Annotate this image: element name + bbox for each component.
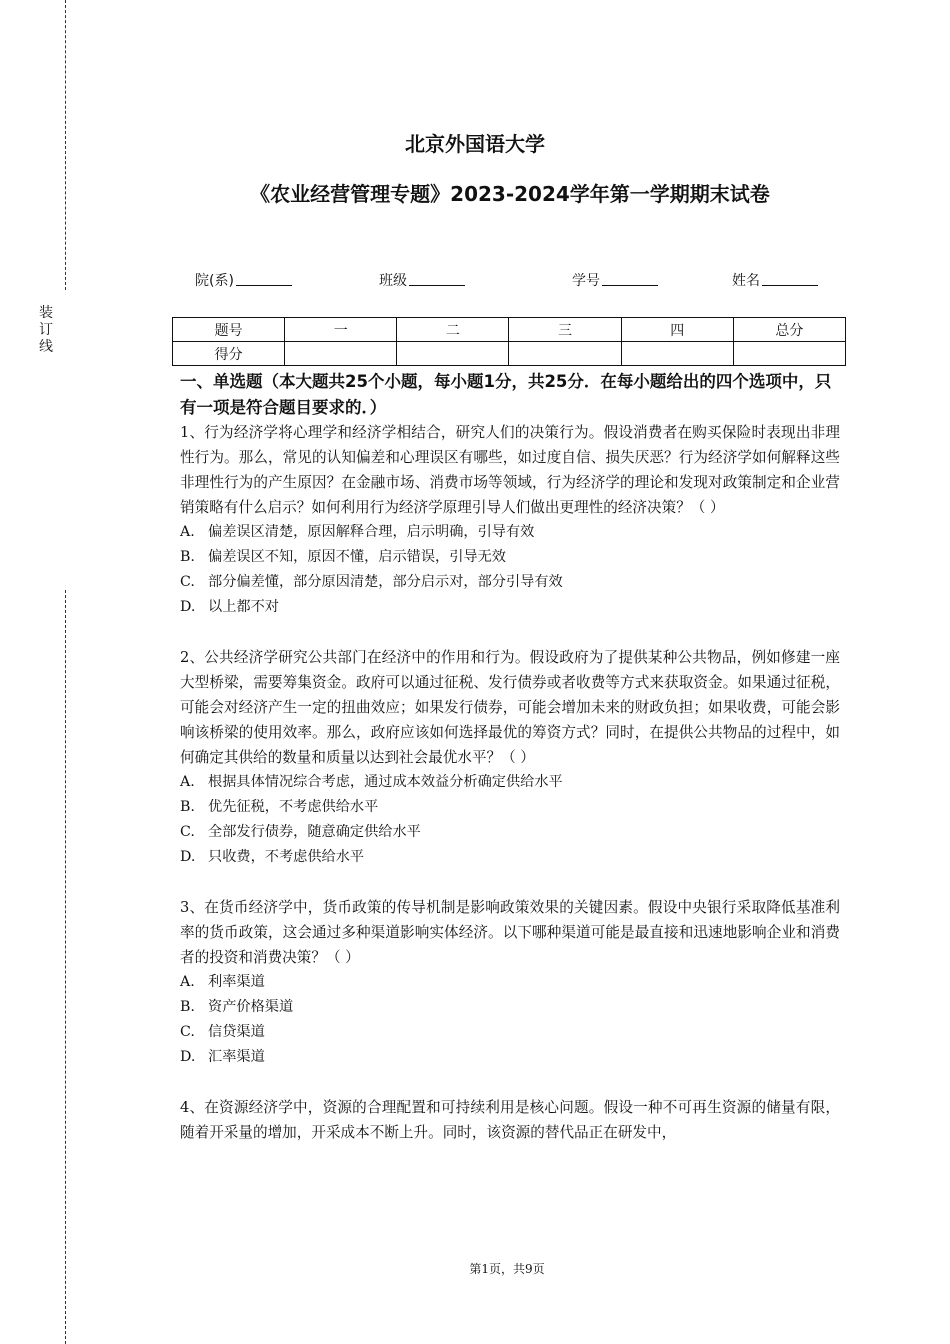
binding-line-bottom [65,590,66,1344]
option-text: 只收费，不考虑供给水平 [208,849,365,865]
info-blank[interactable] [409,271,465,286]
question-option[interactable] [180,795,840,820]
question-stem: 4、在资源经济学中，资源的合理配置和可持续利用是核心问题。假设一种不可再生资源的储量有限，随着开采量的增加，开采成本不断上升。同时，该资源的替代品正在研发中， [180,1099,840,1141]
section-title: 一、单选题（本大题共25个小题，每小题1分，共25分．在每小题给出的四个选项中，只有一项是符合题目要求的．） [180,372,832,417]
score-cell[interactable] [621,342,733,366]
question-option[interactable] [180,770,840,795]
exam-title: 《农业经营管理专题》2023-2024学年第一学期期末试卷 [250,182,770,206]
option-letter: B. [180,799,195,815]
question-2 [180,645,840,870]
school-title: 北京外国语大学 [405,132,545,156]
question-option[interactable] [180,1045,840,1070]
score-table [172,317,846,366]
score-cell[interactable] [285,342,397,366]
score-table-column: 二 [397,318,509,342]
option-text: 偏差误区不知，原因不懂，启示错误，引导无效 [208,549,506,565]
option-letter: C. [180,824,195,840]
option-text: 根据具体情况综合考虑，通过成本效益分析确定供给水平 [208,774,563,790]
score-cell[interactable] [733,342,845,366]
option-text: 偏差误区清楚，原因解释合理，启示明确，引导有效 [208,524,535,540]
info-blank[interactable] [236,271,292,286]
score-table-column: 四 [621,318,733,342]
score-table-column: 一 [285,318,397,342]
question-option[interactable] [180,595,840,620]
option-letter: D. [180,599,196,615]
score-cell[interactable] [397,342,509,366]
info-label: 姓名 [732,273,760,289]
option-text: 全部发行债券，随意确定供给水平 [208,824,421,840]
question-spacer [180,1070,840,1095]
info-field-student-id [572,270,658,290]
option-letter: B. [180,549,195,565]
option-text: 部分偏差懂，部分原因清楚，部分启示对，部分引导有效 [208,574,563,590]
option-letter: A. [180,524,195,540]
info-label: 院(系) [195,273,234,289]
option-text: 优先征税，不考虑供给水平 [208,799,379,815]
question-1 [180,420,840,620]
question-option[interactable] [180,845,840,870]
info-blank[interactable] [602,271,658,286]
info-label: 班级 [379,273,407,289]
score-cell[interactable] [509,342,621,366]
option-letter: B. [180,999,195,1015]
binding-char: 订 [39,322,53,338]
score-table-column: 三 [509,318,621,342]
question-4 [180,1095,840,1145]
question-option[interactable] [180,520,840,545]
score-table-header-label: 题号 [173,318,285,342]
score-table-column: 总分 [733,318,845,342]
score-table-row-label: 得分 [173,342,285,366]
question-option[interactable] [180,995,840,1020]
question-option[interactable] [180,820,840,845]
question-spacer [180,620,840,645]
question-stem: 3、在货币经济学中，货币政策的传导机制是影响政策效果的关键因素。假设中央银行采取降低基准利率的货币政策，这会通过多种渠道影响实体经济。以下哪种渠道可能是最直接和迅速地影响企业和消费者的投资和消费决策？（ ） [180,899,840,966]
binding-char: 线 [39,339,53,355]
binding-char: 装 [39,305,53,321]
info-label: 学号 [572,273,600,289]
option-text: 利率渠道 [208,974,265,990]
binding-label [38,305,54,356]
question-option[interactable] [180,1020,840,1045]
option-letter: C. [180,574,195,590]
option-letter: A. [180,974,195,990]
score-table-score-row [173,342,846,366]
question-option[interactable] [180,970,840,995]
question-stem: 1、行为经济学将心理学和经济学相结合，研究人们的决策行为。假设消费者在购买保险时表现出非理性行为。那么，常见的认知偏差和心理误区有哪些，如过度自信、损失厌恶？行为经济学如何解释这些非理性行为的产生原因？在金融市场、消费市场等领域，行为经济学的理论和发现对政策制定和企业营销策略有什么启示？如何利用行为经济学原理引导人们做出更理性的经济决策？（ ） [180,424,840,516]
option-text: 信贷渠道 [208,1024,265,1040]
info-field-class [379,270,465,290]
question-option[interactable] [180,570,840,595]
question-option[interactable] [180,545,840,570]
option-letter: D. [180,1049,196,1065]
option-text: 以上都不对 [208,599,279,615]
question-spacer [180,870,840,895]
option-letter: D. [180,849,196,865]
option-text: 资产价格渠道 [208,999,294,1015]
option-text: 汇率渠道 [208,1049,265,1065]
info-field-name [732,270,818,290]
option-letter: A. [180,774,195,790]
student-info-row [195,270,835,292]
score-table-header-row [173,318,846,342]
info-blank[interactable] [762,271,818,286]
option-letter: C. [180,1024,195,1040]
question-3 [180,895,840,1070]
question-stem: 2、公共经济学研究公共部门在经济中的作用和行为。假设政府为了提供某种公共物品，例如修建一座大型桥梁，需要筹集资金。政府可以通过征税、发行债券或者收费等方式来获取资金。如果通过征税，可能会对经济产生一定的扭曲效应；如果发行债券，可能会增加未来的财政负担；如果收费，可能会影响该桥梁的使用效率。那么，政府应该如何选择最优的筹资方式？同时，在提供公共物品的过程中，如何确定其供给的数量和质量以达到社会最优水平？（ ） [180,649,840,766]
page-footer: 第1页，共9页 [469,1262,545,1276]
question-list [180,420,840,1145]
info-field-department [195,270,292,290]
